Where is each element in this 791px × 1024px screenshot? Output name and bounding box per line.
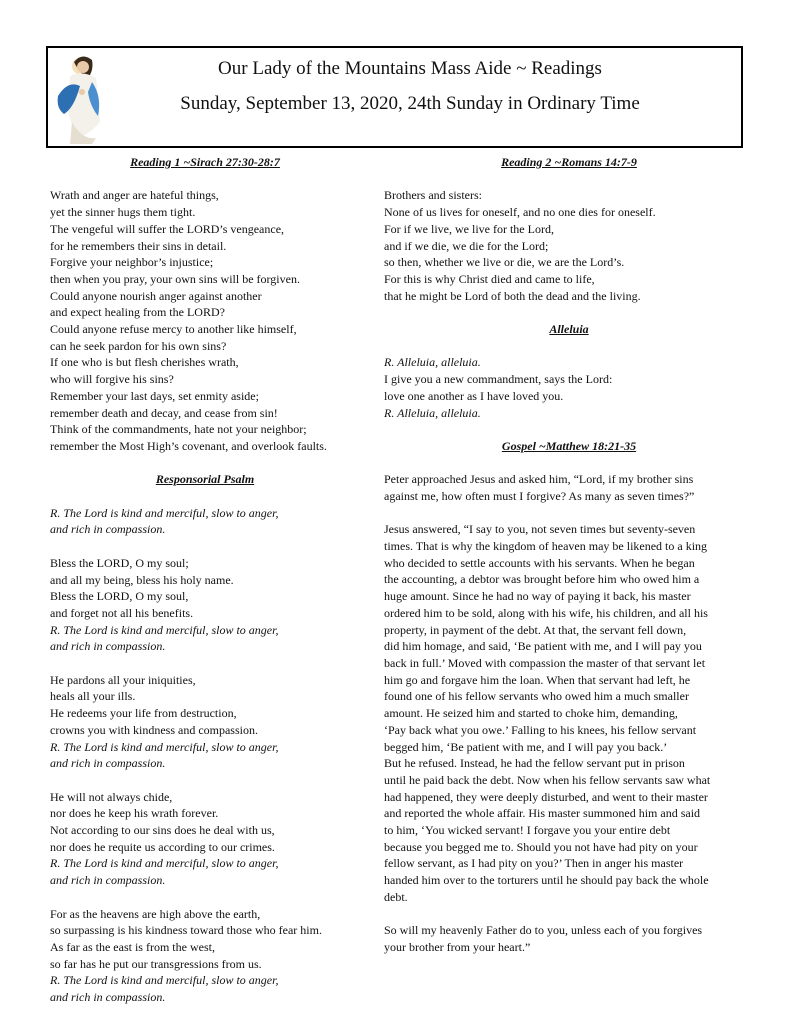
gospel-line: and reported the whole affair. His master summoned him and said (384, 806, 701, 821)
reading2-line: so then, whether we live or die, we are the Lord’s. (384, 255, 625, 270)
reading1-line: If one who is but flesh cherishes wrath, (50, 355, 239, 370)
reading1-line: yet the sinner hugs them tight. (50, 205, 196, 220)
gospel-line: because you begged me to. Should you not have had pity on your (384, 839, 698, 854)
psalm-response: R. The Lord is kind and merciful, slow to anger, (50, 622, 279, 637)
gospel-line: Peter approached Jesus and asked him, “Lord, if my brother sins (384, 472, 694, 487)
psalm-line: Bless the LORD, O my soul, (50, 589, 189, 604)
gospel-line: huge amount. Since he had no way of paying it back, his master (384, 589, 691, 604)
gospel-paragraph (384, 521, 754, 905)
reading2-heading: Reading 2 ~Romans 14:7-9 (501, 155, 637, 169)
alleluia-heading: Alleluia (549, 322, 589, 336)
reading1-line: and expect healing from the LORD? (50, 305, 225, 320)
psalm-line: He redeems your life from destruction, (50, 706, 237, 721)
gospel-line: amount. He seized him and started to choke him, demanding, (384, 706, 678, 721)
page-title: Our Lady of the Mountains Mass Aide ~ Readings (218, 58, 602, 79)
psalm-line: He will not always chide, (50, 789, 173, 804)
reading2-line: None of us lives for oneself, and no one dies for oneself. (384, 205, 656, 220)
reading1-line: Could anyone nourish anger against another (50, 288, 262, 303)
alleluia-response: R. Alleluia, alleluia. (384, 355, 481, 370)
gospel-line: who decided to settle accounts with his servants. When he began (384, 555, 695, 570)
psalm-line: As far as the east is from the west, (50, 939, 215, 954)
psalm-line: heals all your ills. (50, 689, 136, 704)
gospel-line: property, in payment of the debt. At that, the servant fell down, (384, 622, 687, 637)
left-column (50, 154, 360, 1006)
gospel-line: your brother from your heart.” (384, 939, 531, 954)
psalm-line: Not according to our sins does he deal with us, (50, 823, 275, 838)
psalm-response: R. The Lord is kind and merciful, slow to anger, (50, 505, 279, 520)
reading1-line: remember the Most High’s covenant, and overlook faults. (50, 438, 327, 453)
psalm-heading: Responsorial Psalm (155, 472, 255, 487)
gospel-line: handed him over to the torturers until he should pay back the whole (384, 873, 709, 888)
gospel-line: So will my heavenly Father do to you, unless each of you forgives (384, 923, 703, 938)
psalm-line: nor does he requite us according to our crimes. (50, 839, 275, 854)
gospel-line: against me, how often must I forgive? As many as seven times?” (384, 488, 695, 503)
reading1-line: can he seek pardon for his own sins? (50, 338, 227, 353)
reading1-line: Remember your last days, set enmity aside; (50, 388, 259, 403)
reading2-line: Brothers and sisters: (384, 188, 482, 203)
reading1-line: Forgive your neighbor’s injustice; (50, 255, 214, 270)
psalm-line: so surpassing is his kindness toward those who fear him. (50, 923, 322, 938)
gospel-heading: Gospel ~Matthew 18:21-35 (501, 438, 637, 453)
psalm-response: and rich in compassion. (50, 990, 166, 1005)
gospel-paragraph (384, 922, 754, 955)
gospel-line: begged him, ‘Be patient with me, and I will pay you back.’ (384, 739, 668, 754)
psalm-line: crowns you with kindness and compassion. (50, 722, 258, 737)
psalm-line: For as the heavens are high above the earth, (50, 906, 261, 921)
reading1-line: Could anyone refuse mercy to another like himself, (50, 322, 297, 337)
reading1-line: for he remembers their sins in detail. (50, 238, 227, 253)
gospel-line: debt. (384, 889, 408, 904)
reading2-line: For if we live, we live for the Lord, (384, 221, 554, 236)
alleluia-verse: love one another as I have loved you. (384, 388, 564, 403)
reading1-line: Wrath and anger are hateful things, (50, 188, 219, 203)
reading2-line: For this is why Christ died and came to life, (384, 271, 595, 286)
reading1-text (50, 187, 360, 454)
reading1-line: then when you pray, your own sins will be forgiven. (50, 271, 300, 286)
gospel-line: back in full.’ Moved with compassion the master of that servant let (384, 656, 706, 670)
gospel-line: until he paid back the debt. Now when his fellow servants saw what (384, 772, 711, 787)
reading1-heading: Reading 1 ~Sirach 27:30-28:7 (130, 155, 280, 169)
gospel-line: Jesus answered, “I say to you, not seven times but seventy-seven (384, 522, 696, 537)
alleluia-response: R. Alleluia, alleluia. (384, 405, 481, 420)
reading1-line: who will forgive his sins? (50, 372, 174, 387)
reading1-line: remember death and decay, and cease from sin! (50, 405, 278, 420)
psalm-line: nor does he keep his wrath forever. (50, 806, 219, 821)
psalm-response: R. The Lord is kind and merciful, slow to anger, (50, 973, 279, 988)
gospel-line: ‘Pay back what you owe.’ Falling to his knees, his fellow servant (384, 722, 697, 737)
psalm-stanza (50, 555, 360, 622)
psalm-stanza (50, 672, 360, 739)
gospel-line: to him, ‘You wicked servant! I forgave you your entire debt (384, 823, 671, 838)
gospel-line: had happened, they were deeply disturbed, and went to their master (384, 789, 708, 804)
psalm-line: and forget not all his benefits. (50, 605, 194, 620)
psalm-line: He pardons all your iniquities, (50, 672, 196, 687)
gospel-line: the accounting, a debtor was brought before him who owed him a (384, 572, 700, 587)
reading1-line: The vengeful will suffer the LORD’s vengeance, (50, 221, 285, 236)
reading1-line: Think of the commandments, hate not your neighbor; (50, 422, 307, 437)
alleluia-verse: I give you a new commandment, says the Lord: (384, 372, 613, 387)
psalm-response: and rich in compassion. (50, 873, 166, 888)
reading2-line: and if we die, we die for the Lord; (384, 238, 549, 253)
psalm-line: so far has he put our transgressions from us. (50, 956, 262, 971)
gospel-line: him go and forgave him the loan. When that servant had left, he (384, 672, 691, 687)
psalm-line: and all my being, bless his holy name. (50, 572, 234, 587)
psalm-stanza (50, 789, 360, 856)
psalm-response: R. The Lord is kind and merciful, slow to anger, (50, 856, 279, 871)
psalm-response: and rich in compassion. (50, 639, 166, 654)
psalm-response: R. The Lord is kind and merciful, slow to anger, (50, 739, 279, 754)
psalm-response: and rich in compassion. (50, 756, 166, 771)
gospel-line: did him homage, and said, ‘Be patient with me, and I will pay you (384, 639, 702, 654)
gospel-line: times. That is why the kingdom of heaven may be likened to a king (384, 539, 708, 554)
madonna-image (52, 52, 116, 144)
reading2-line: that he might be Lord of both the dead and the living. (384, 288, 641, 303)
gospel-line: found one of his fellow servants who owed him a much smaller (384, 689, 689, 704)
page-date: Sunday, September 13, 2020, 24th Sunday in Ordinary Time (180, 93, 640, 114)
psalm-response: and rich in compassion. (50, 522, 166, 537)
gospel-paragraph (384, 471, 754, 504)
gospel-line: ordered him to be sold, along with his wife, his children, and all his (384, 605, 708, 620)
psalm-stanza (50, 906, 360, 973)
reading2-text (384, 187, 754, 304)
right-column (384, 154, 754, 956)
gospel-line: But he refused. Instead, he had the fellow servant put in prison (384, 756, 685, 771)
gospel-line: fellow servant, as I had pity on you?’ Then in anger his master (384, 856, 684, 871)
psalm-line: Bless the LORD, O my soul; (50, 555, 189, 570)
